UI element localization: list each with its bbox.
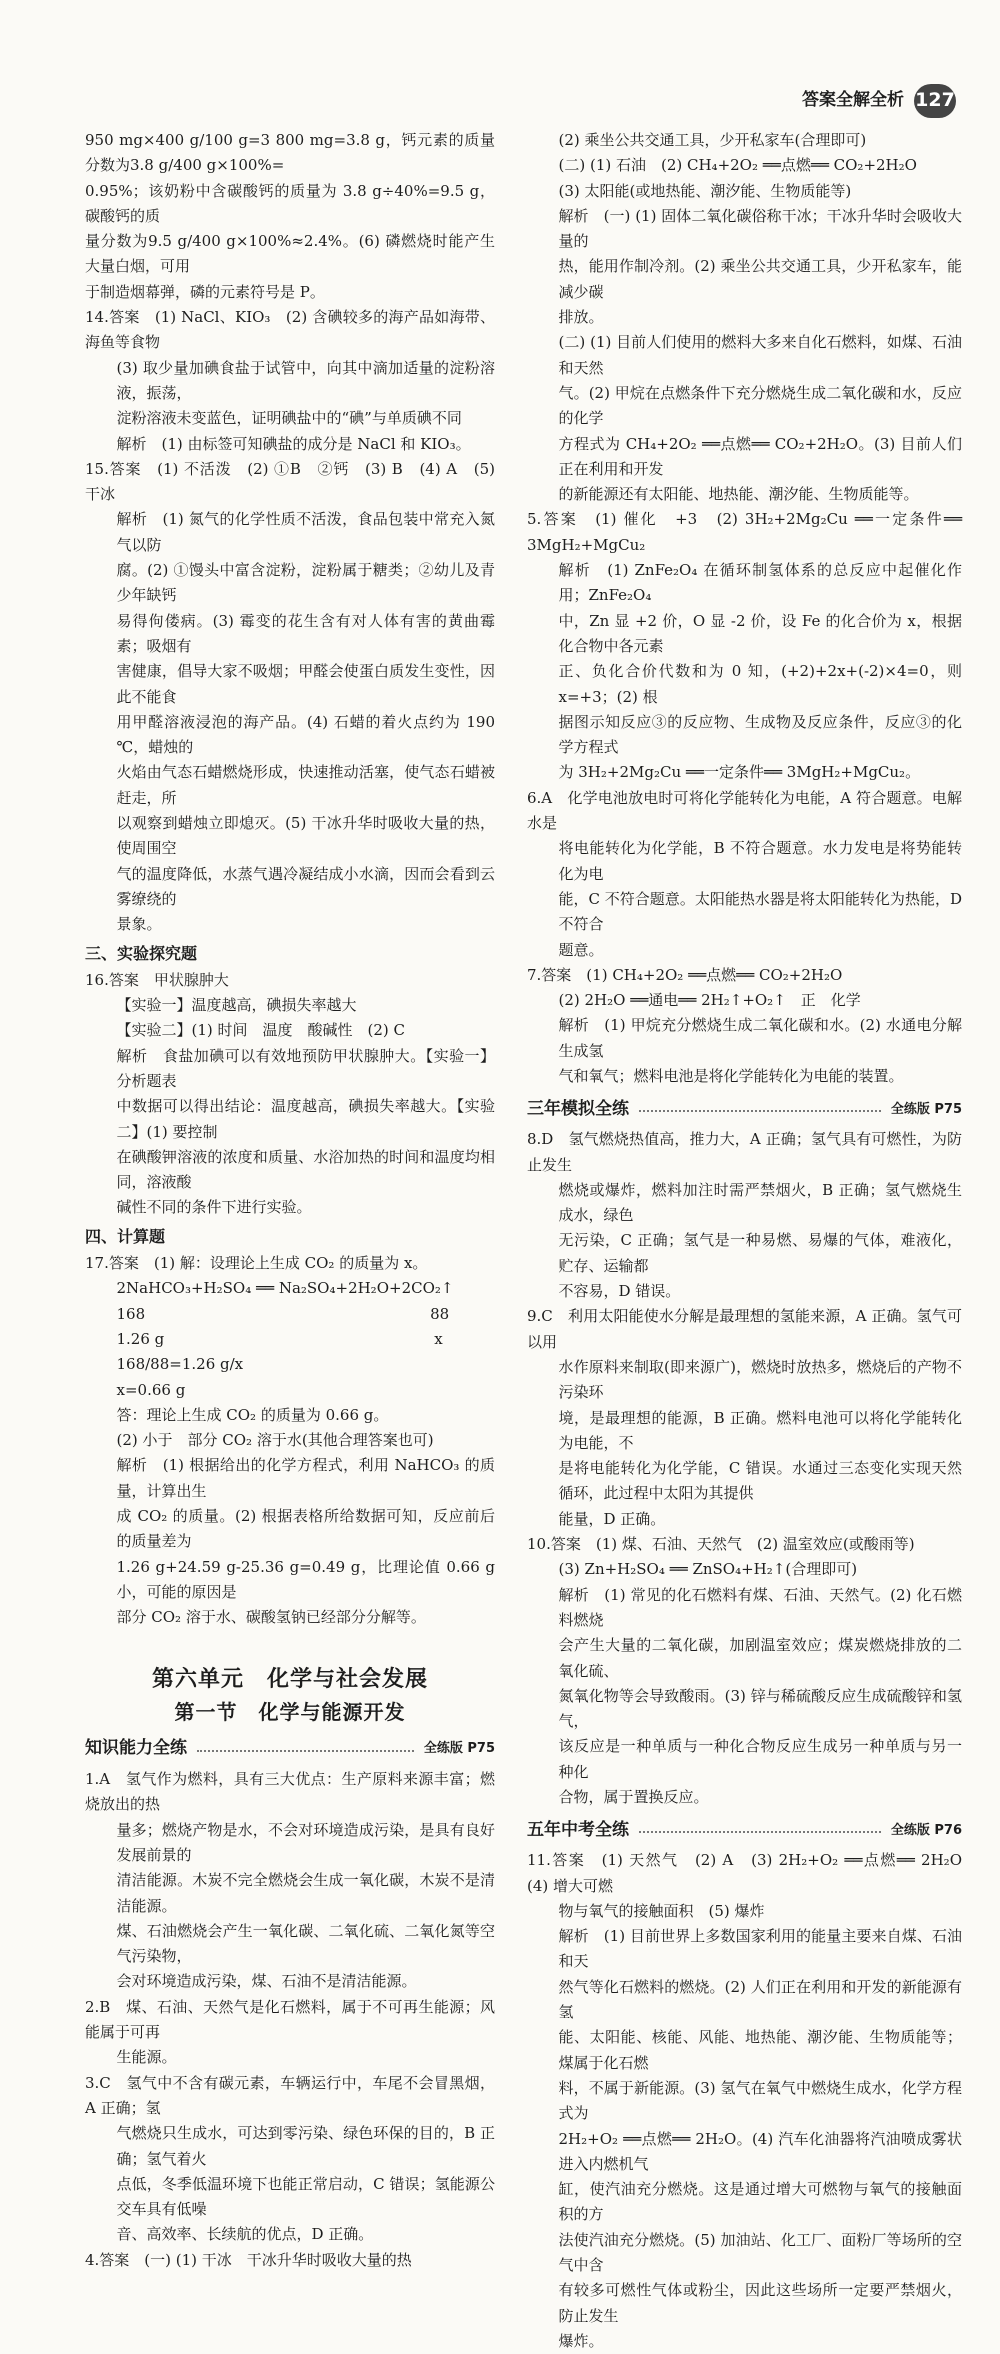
text-line: 0.95%；该奶粉中含碳酸钙的质量为 3.8 g÷40%=9.5 g，碳酸钙的质: [85, 181, 495, 225]
text-line: 法使汽油充分燃烧。(5) 加油站、化工厂、面粉厂等场所的空气中含: [558, 2230, 962, 2275]
text-line: 16.答案 甲状腺肿大: [85, 970, 229, 989]
text-line: 解析 (1) 由标签可知碘盐的成分是 NaCl 和 KIO₃。: [116, 434, 471, 453]
text-line: 气和氧气；燃料电池是将化学能转化为电能的装置。: [558, 1066, 904, 1085]
section-bar-page-ref: 全练版 P75: [890, 1101, 962, 1117]
text-line: 解析 (1) ZnFe₂O₄ 在循环制氢体系的总反应中起催化作用；ZnFe₂O₄: [558, 561, 962, 605]
text-line: 燃烧或爆炸，燃料加注时需严禁烟火，B 正确；氢气燃烧生成水，绿色: [558, 1180, 962, 1225]
text-line: 14.答案 (1) NaCl、KIO₃ (2) 含碘较多的海产品如海带、海鱼等食物: [85, 308, 495, 352]
dotted-divider: [639, 1110, 881, 1112]
right-column: [527, 128, 978, 2350]
section-bar-page-ref: 全练版 P75: [423, 1741, 495, 1757]
text-line: 景象。: [116, 915, 162, 934]
text-line: 解析 食盐加碘可以有效地预防甲状腺肿大。【实验一】分析题表: [116, 1046, 495, 1090]
dotted-divider: [197, 1750, 414, 1752]
text-line: 【实验一】温度越高，碘损失率越大: [116, 996, 357, 1015]
text-line: 量分数为9.5 g/400 g×100%≈2.4%。(6) 磷燃烧时能产生大量白烟，可用: [85, 232, 495, 276]
text-line: 方程式为 CH₄+2O₂ ══点燃══ CO₂+2H₂O。(3) 目前人们正在利用和开发: [558, 434, 962, 478]
text-line: x=0.66 g: [116, 1380, 186, 1399]
text-line: (3) Zn+H₂SO₄ ══ ZnSO₄+H₂↑(合理即可): [558, 1560, 858, 1579]
text-line: 3.C 氢气中不含有碳元素，车辆运行中，车尾不会冒黑烟，A 正确；氢: [85, 2073, 495, 2117]
text-line: (3) 取少量加碘食盐于试管中，向其中滴加适量的淀粉溶液，振荡，: [116, 358, 495, 402]
section-bar: [85, 1737, 495, 1761]
text-line: 4.答案 (一) (1) 干冰 干冰升华时吸收大量的热: [85, 2250, 412, 2269]
text-line: 是将电能转化为化学能，C 错误。水通过三态变化实现天然循环，此过程中太阳为其提供: [558, 1459, 962, 1503]
page-number: 127: [914, 84, 956, 118]
text-line: (2) 小于 部分 CO₂ 溶于水(其他合理答案也可): [116, 1431, 434, 1450]
text-line: 气燃烧只生成水，可达到零污染、绿色环保的目的，B 正确；氢气着火: [116, 2124, 495, 2168]
text-line: 量多；燃烧产物是水，不会对环境造成污染，是具有良好发展前景的: [116, 1820, 495, 1864]
text-line: 1.26 g x: [116, 1329, 443, 1348]
text-line: 10.答案 (1) 煤、石油、天然气 (2) 温室效应(或酸雨等): [527, 1535, 915, 1554]
text-line: (2) 2H₂O ══通电══ 2H₂↑+O₂↑ 正 化学: [558, 991, 861, 1010]
text-line: 1.26 g+24.59 g-25.36 g=0.49 g，比理论值 0.66 g 小，可能的原因是: [116, 1557, 495, 1601]
text-line: 正、负化合价代数和为 0 知，(+2)+2x+(-2)×4=0，则 x=+3；(2) 根: [558, 662, 962, 706]
text-line: 解析 (1) 常见的化石燃料有煤、石油、天然气。(2) 化石燃料燃烧: [558, 1585, 962, 1629]
text-line: 【实验二】(1) 时间 温度 酸碱性 (2) C: [116, 1021, 406, 1040]
text-line: 2.B 煤、石油、天然气是化石燃料，属于不可再生能源；风能属于可再: [85, 1997, 495, 2042]
text-line: 解析 (1) 氮气的化学性质不活泼，食品包装中常充入氮气以防: [116, 510, 495, 554]
text-line: 氮氧化物等会导致酸雨。(3) 锌与稀硫酸反应生成硫酸锌和氢气，: [558, 1686, 962, 1731]
text-line: 题意。: [558, 940, 604, 959]
section-bar: [527, 1818, 962, 1842]
text-line: 热，能用作制冷剂。(2) 乘坐公共交通工具，少开私家车，能减少碳: [558, 257, 962, 301]
text-line: 点低，冬季低温环境下也能正常启动，C 错误；氢能源公交车具有低噪: [116, 2174, 495, 2219]
text-line: 气。(2) 甲烷在点燃条件下充分燃烧生成二氧化碳和水，反应的化学: [558, 383, 962, 428]
text-line: 缸，使汽油充分燃烧。这是通过增大可燃物与氧气的接触面积的方: [558, 2180, 962, 2224]
text-line: 害健康，倡导大家不吸烟；甲醛会使蛋白质发生变性，因此不能食: [116, 662, 495, 706]
text-line: 在碘酸钾溶液的浓度和质量、水浴加热的时间和温度均相同，溶液酸: [116, 1147, 495, 1192]
text-line: 1.A 氢气作为燃料，具有三大优点：生产原料来源丰富；燃烧放出的热: [85, 1770, 495, 1814]
text-line: 成 CO₂ 的质量。(2) 根据表格所给数据可知，反应前后的质量差为: [116, 1507, 495, 1551]
text-line: 有较多可燃性气体或粉尘，因此这些场所一定要严禁烟火，防止发生: [558, 2281, 962, 2325]
text-line: 9.C 利用太阳能使水分解是最理想的氢能来源，A 正确。氢气可以用: [527, 1307, 962, 1351]
text-line: 8.D 氢气燃烧热值高，推力大，A 正确；氢气具有可燃性，为防止发生: [527, 1130, 962, 1174]
text-line: 部分 CO₂ 溶于水、碳酸氢钠已经部分分解等。: [116, 1608, 426, 1627]
text-line: 解析 (一) (1) 固体二氧化碳俗称干冰；干冰升华时会吸收大量的: [558, 206, 962, 251]
text-line: 17.答案 (1) 解：设理论上生成 CO₂ 的质量为 x。: [85, 1254, 428, 1273]
text-line: 火焰由气态石蜡燃烧形成，快速推动活塞，使气态石蜡被赶走，所: [116, 763, 495, 807]
dotted-divider: [639, 1831, 881, 1833]
text-line: 中数据可以得出结论：温度越高，碘损失率越大。【实验二】(1) 要控制: [116, 1097, 495, 1141]
text-line: 能、太阳能、核能、风能、地热能、潮汐能、生物质能等；煤属于化石燃: [558, 2028, 962, 2072]
text-line: 为 3H₂+2Mg₂Cu ══一定条件══ 3MgH₂+MgCu₂。: [558, 763, 921, 782]
section-heading: 三、实验探究题: [85, 943, 198, 963]
page-header: [802, 84, 956, 118]
text-line: 解析 (1) 目前世界上多数国家利用的能量主要来自煤、石油和天: [558, 1927, 962, 1971]
section-bar-page-ref: 全练版 P76: [890, 1822, 962, 1838]
text-line: 物与氧气的接触面积 (5) 爆炸: [558, 1901, 765, 1920]
text-line: (二) (1) 目前人们使用的燃料大多来自化石燃料，如煤、石油和天然: [558, 333, 962, 377]
text-line: 7.答案 (1) CH₄+2O₂ ══点燃══ CO₂+2H₂O: [527, 965, 843, 984]
text-line: 不容易，D 错误。: [558, 1282, 681, 1301]
text-line: 2H₂+O₂ ══点燃══ 2H₂O。(4) 汽车化油器将汽油喷成雾状进入内燃机气: [558, 2129, 962, 2173]
text-line: 会产生大量的二氧化碳，加剧温室效应；煤炭燃烧排放的二氧化硫、: [558, 1636, 962, 1680]
section-bar-title: 三年模拟全练: [527, 1098, 629, 1119]
text-line: 碱性不同的条件下进行实验。: [116, 1198, 312, 1217]
text-line: 易得佝偻病。(3) 霉变的花生含有对人体有害的黄曲霉素；吸烟有: [116, 611, 495, 655]
text-line: 合物，属于置换反应。: [558, 1788, 709, 1806]
text-line: 15.答案 (1) 不活泼 (2) ①B ②钙 (3) B (4) A (5) 干冰: [85, 459, 495, 504]
lesson-title: 第一节 化学与能源开发: [174, 1699, 406, 1724]
text-line: 6.A 化学电池放电时可将化学能转化为电能，A 符合题意。电解水是: [527, 788, 962, 833]
text-line: 能，C 不符合题意。太阳能热水器是将太阳能转化为热能，D 不符合: [558, 889, 962, 934]
text-line: 爆炸。: [558, 2331, 604, 2350]
text-line: 的新能源还有太阳能、地热能、潮汐能、生物质能等。: [558, 485, 919, 504]
text-line: 腐。(2) ①馒头中富含淀粉，淀粉属于糖类；②幼儿及青少年缺钙: [116, 561, 495, 605]
text-line: 生能源。: [116, 2048, 177, 2067]
text-line: (2) 乘坐公共交通工具，少开私家车(合理即可): [558, 131, 867, 149]
text-line: (二) (1) 石油 (2) CH₄+2O₂ ══点燃══ CO₂+2H₂O: [558, 156, 917, 175]
section-heading: 四、计算题: [85, 1226, 166, 1246]
text-line: 解析 (1) 甲烷充分燃烧生成二氧化碳和水。(2) 水通电分解生成氢: [558, 1016, 962, 1060]
text-line: 168 88: [116, 1304, 450, 1323]
text-line: 2NaHCO₃+H₂SO₄ ══ Na₂SO₄+2H₂O+2CO₂↑: [116, 1279, 454, 1298]
section-bar: [527, 1097, 962, 1121]
text-line: 11.答案 (1) 天然气 (2) A (3) 2H₂+O₂ ══点燃══ 2H₂O (4) 增大可燃: [527, 1851, 978, 1895]
text-line: 水作原料来制取(即来源广)，燃烧时放热多，燃烧后的产物不污染环: [558, 1357, 962, 1402]
section-bar-title: 知识能力全练: [85, 1738, 187, 1759]
text-line: 据图示知反应③的反应物、生成物及反应条件，反应③的化学方程式: [558, 712, 962, 757]
text-line: 该反应是一种单质与一种化合物反应生成另一种单质与另一种化: [558, 1737, 962, 1781]
text-line: 168/88=1.26 g/x: [116, 1355, 244, 1374]
text-line: 排放。: [558, 308, 604, 327]
text-line: 将电能转化为化学能，B 不符合题意。水力发电是将势能转化为电: [558, 839, 962, 883]
section-bar-title: 五年中考全练: [527, 1819, 629, 1840]
text-line: 料，不属于新能源。(3) 氢气在氧气中燃烧生成水，化学方程式为: [558, 2078, 962, 2123]
text-line: 然气等化石燃料的燃烧。(2) 人们正在利用和开发的新能源有氢: [558, 1977, 962, 2022]
text-line: 音、高效率、长续航的优点，D 正确。: [116, 2225, 374, 2244]
text-line: 解析 (1) 根据给出的化学方程式，利用 NaHCO₃ 的质量，计算出生: [116, 1456, 495, 1500]
text-line: 无污染，C 正确；氢气是一种易燃、易爆的气体，难液化，贮存、运输都: [558, 1231, 962, 1275]
text-line: 950 mg×400 g/100 g=3 800 mg=3.8 g，钙元素的质量分数为3.8 g/400 g×100%=: [85, 131, 495, 175]
text-line: 5.答案 (1) 催化 +3 (2) 3H₂+2Mg₂Cu ══一定条件══ 3MgH₂+MgCu₂: [527, 510, 962, 554]
left-column: [85, 128, 495, 2269]
unit-title: 第六单元 化学与社会发展: [151, 1666, 428, 1692]
text-line: 于制造烟幕弹，磷的元素符号是 P。: [85, 282, 325, 301]
text-line: 煤、石油燃烧会产生一氧化碳、二氧化硫、二氧化氮等空气污染物，: [116, 1921, 495, 1966]
text-line: 以观察到蜡烛立即熄灭。(5) 干冰升华时吸收大量的热，使周围空: [116, 814, 495, 858]
text-line: 淀粉溶液未变蓝色，证明碘盐中的“碘”与单质碘不同: [116, 409, 462, 428]
text-line: 答：理论上生成 CO₂ 的质量为 0.66 g。: [116, 1405, 389, 1424]
text-line: 用甲醛溶液浸泡的海产品。(4) 石蜡的着火点约为 190 ℃，蜡烛的: [116, 712, 495, 757]
text-line: 清洁能源。木炭不完全燃烧会生成一氧化碳，木炭不是清洁能源。: [116, 1871, 495, 1915]
text-line: (3) 太阳能(或地热能、潮汐能、生物质能等): [558, 181, 852, 200]
header-title: 答案全解全析: [802, 90, 904, 111]
text-line: 会对环境造成污染，煤、石油不是清洁能源。: [116, 1972, 417, 1991]
text-line: 气的温度降低，水蒸气遇冷凝结成小水滴，因而会看到云雾缭绕的: [116, 864, 495, 908]
text-line: 能量，D 正确。: [558, 1509, 666, 1528]
text-line: 中，Zn 显 +2 价，O 显 -2 价，设 Fe 的化合价为 x，根据化合物中各元素: [558, 611, 962, 655]
text-line: 境，是最理想的能源，B 正确。燃料电池可以将化学能转化为电能，不: [558, 1408, 962, 1452]
